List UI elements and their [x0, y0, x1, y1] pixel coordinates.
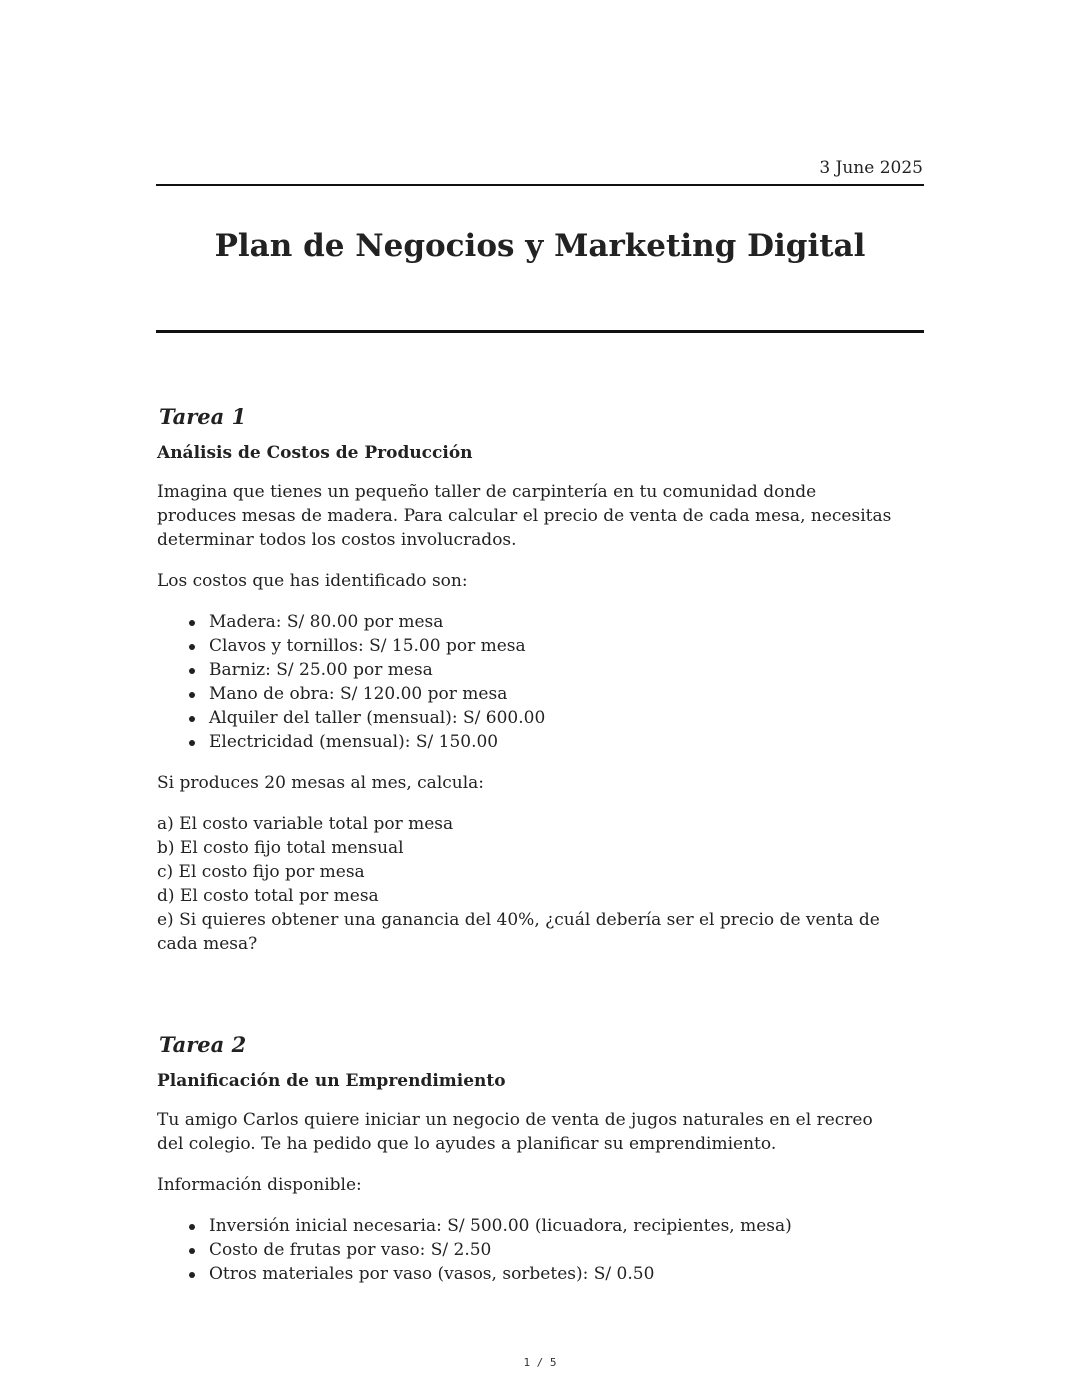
cost-item: Alquiler del taller (mensual): S/ 600.00 — [209, 706, 897, 730]
task-2-heading: Tarea 2 — [159, 1032, 247, 1057]
task-1-section — [157, 404, 897, 956]
task-1-prompt: Si produces 20 mesas al mes, calcula: — [157, 772, 485, 793]
info-item: Otros materiales por vaso (vasos, sorbetes): S/ 0.50 — [209, 1262, 897, 1286]
cost-item: Barniz: S/ 25.00 por mesa — [209, 658, 897, 682]
cost-item: Clavos y tornillos: S/ 15.00 por mesa — [209, 634, 897, 658]
task-2-intro: Tu amigo Carlos quiere iniciar un negocio de venta de jugos naturales en el recreo del colegio. Te ha pedido que lo ayudes a planificar su emprendimiento. — [157, 1109, 873, 1154]
info-item: Costo de frutas por vaso: S/ 2.50 — [209, 1238, 897, 1262]
question-item: d) El costo total por mesa — [157, 885, 379, 906]
cost-item: Electricidad (mensual): S/ 150.00 — [209, 730, 897, 754]
cost-list — [157, 610, 897, 754]
cost-item: Mano de obra: S/ 120.00 por mesa — [209, 682, 897, 706]
question-item: c) El costo fijo por mesa — [157, 861, 365, 882]
cost-item: Madera: S/ 80.00 por mesa — [209, 610, 897, 634]
task-1-subheading: Análisis de Costos de Producción — [157, 443, 473, 464]
info-list — [157, 1214, 897, 1286]
task-1-heading: Tarea 1 — [159, 404, 247, 429]
task-2-section — [157, 1032, 897, 1303]
info-item: Inversión inicial necesaria: S/ 500.00 (licuadora, recipientes, mesa) — [209, 1214, 897, 1238]
title-rule — [156, 330, 924, 333]
header-rule — [156, 184, 924, 186]
document-title: Plan de Negocios y Marketing Digital — [214, 228, 866, 264]
question-item: a) El costo variable total por mesa — [157, 813, 454, 834]
task-2-info-label: Información disponible: — [157, 1174, 362, 1195]
task-2-subheading: Planificación de un Emprendimiento — [157, 1071, 506, 1092]
question-list — [157, 812, 897, 956]
page-number: 1 / 5 — [523, 1356, 557, 1369]
question-item: b) El costo fijo total mensual — [157, 837, 404, 858]
question-item: e) Si quieres obtener una ganancia del 40%, ¿cuál debería ser el precio de venta de cada mesa? — [157, 909, 880, 954]
task-1-intro: Imagina que tienes un pequeño taller de carpintería en tu comunidad donde produces mesas de madera. Para calcular el precio de venta de cada mesa, necesitas determinar todos los costos involucrados. — [157, 481, 892, 550]
document-date: 3 June 2025 — [819, 158, 923, 178]
task-1-costs-label: Los costos que has identificado son: — [157, 570, 468, 591]
